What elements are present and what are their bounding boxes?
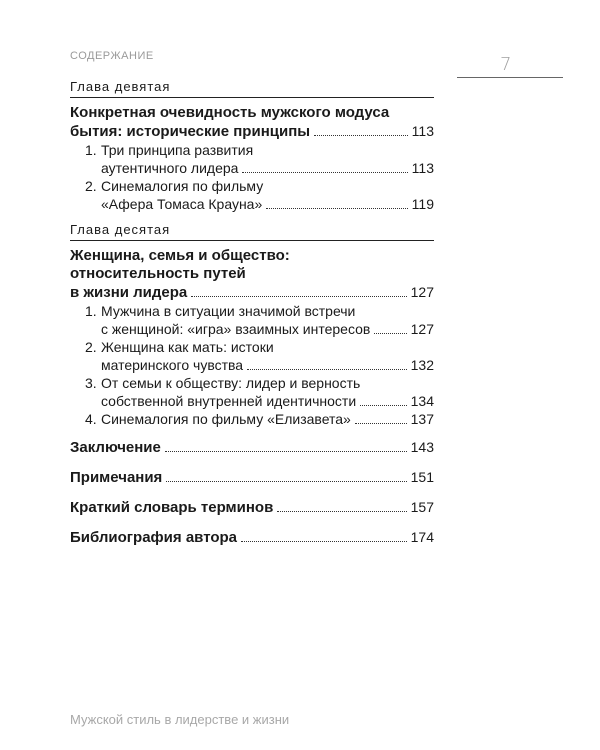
section-title-line: Женщина как мать: истоки (101, 339, 274, 355)
section-title-line: Синемалогия по фильму (101, 178, 264, 194)
page-ref: 157 (410, 499, 434, 515)
toc-entry-notes[interactable] (70, 468, 434, 487)
page-ref: 174 (410, 529, 434, 545)
page-ref: 119 (411, 196, 434, 212)
page-ref: 113 (411, 160, 434, 176)
section-title-line: «Афера Томаса Крауна» (101, 196, 263, 212)
chapter-rule (70, 240, 434, 241)
page-ref: 151 (410, 469, 434, 485)
header-rule (457, 77, 563, 78)
section-title-line: Мужчина в ситуации значимой встречи (101, 303, 356, 319)
chapter-title-line: Конкретная очевидность мужского модуса (70, 104, 390, 121)
toc-section[interactable] (85, 374, 434, 410)
running-header: СОДЕРЖАНИЕ (70, 50, 154, 62)
toc-section[interactable] (85, 410, 434, 428)
dot-leader (314, 135, 408, 136)
chapter-title-line: относительность путей (70, 265, 246, 282)
page-number: 7 (500, 54, 512, 75)
dot-leader (355, 423, 407, 424)
dot-leader (191, 296, 406, 297)
entry-title: Библиография автора (70, 529, 238, 546)
toc-entry-conclusion[interactable] (70, 438, 434, 457)
dot-leader (242, 172, 407, 173)
running-footer: Мужской стиль в лидерстве и жизни (70, 712, 290, 727)
section-title-line: аутентичного лидера (101, 160, 239, 176)
entry-title: Краткий словарь терминов (70, 499, 274, 516)
page-ref: 127 (410, 321, 434, 337)
chapter-10 (70, 221, 434, 428)
back-matter (70, 438, 434, 547)
chapter-title-row (70, 122, 434, 141)
toc-entry-glossary[interactable] (70, 498, 434, 517)
section-number: 3. (85, 375, 97, 391)
chapter-title-line: в жизни лидера (70, 284, 188, 301)
section-number: 4. (85, 411, 97, 427)
dot-leader (165, 451, 407, 452)
toc-section[interactable] (85, 302, 434, 338)
table-of-contents (70, 78, 434, 558)
dot-leader (360, 405, 407, 406)
chapter-title[interactable] (70, 104, 434, 141)
page-ref: 143 (410, 439, 434, 455)
page-ref: 134 (410, 393, 434, 409)
section-title-line: Три принципа развития (101, 142, 254, 158)
dot-leader (166, 481, 406, 482)
chapter-title[interactable] (70, 247, 434, 302)
chapter-9 (70, 78, 434, 213)
section-title-line: собственной внутренней идентичности (101, 393, 357, 409)
page-ref: 113 (411, 123, 434, 139)
dot-leader (241, 541, 407, 542)
dot-leader (374, 333, 406, 334)
section-title-line: с женщиной: «игра» взаимных интересов (101, 321, 371, 337)
section-number: 1. (85, 303, 97, 319)
dot-leader (247, 369, 407, 370)
section-title-line: От семьи к обществу: лидер и верность (101, 375, 361, 391)
toc-section[interactable] (85, 177, 434, 213)
toc-section[interactable] (85, 338, 434, 374)
toc-section[interactable] (85, 141, 434, 177)
chapter-title-line: бытия: исторические принципы (70, 123, 311, 140)
page-ref: 132 (410, 357, 434, 373)
section-title-line: Синемалогия по фильму «Елизавета» (101, 411, 351, 427)
dot-leader (277, 511, 406, 512)
entry-title: Заключение (70, 439, 161, 456)
toc-entry-bibliography[interactable] (70, 528, 434, 547)
chapter-rule (70, 97, 434, 98)
chapter-title-line: Женщина, семья и общество: (70, 247, 290, 264)
chapter-label: Глава девятая (70, 79, 171, 94)
section-number: 2. (85, 339, 97, 355)
chapter-title-row (70, 283, 434, 302)
page-ref: 137 (410, 411, 434, 427)
entry-title: Примечания (70, 469, 163, 486)
page-ref: 127 (410, 284, 434, 300)
section-title-line: материнского чувства (101, 357, 244, 373)
dot-leader (266, 208, 407, 209)
section-number: 1. (85, 142, 97, 158)
chapter-label: Глава десятая (70, 222, 171, 237)
section-number: 2. (85, 178, 97, 194)
